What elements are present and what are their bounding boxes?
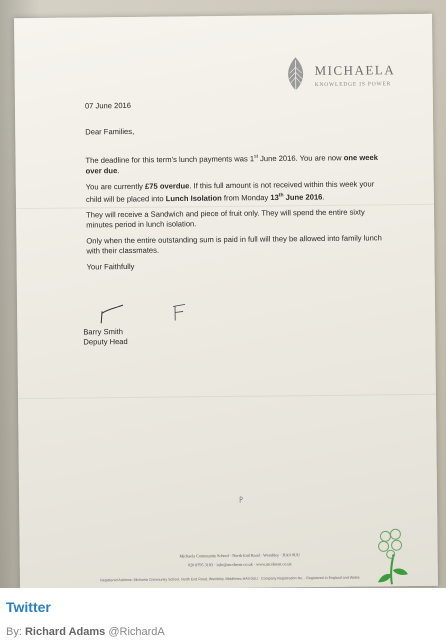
signer-title: Deputy Head bbox=[83, 337, 128, 347]
text-run: . bbox=[322, 192, 325, 202]
byline bbox=[6, 626, 165, 638]
leaf-logo-icon bbox=[280, 57, 310, 91]
logo-tagline: KNOWLEDGE IS POWER bbox=[314, 81, 392, 89]
paper-fold bbox=[18, 394, 436, 399]
text-run: You are currently bbox=[85, 181, 146, 191]
text-run-bold: 13 bbox=[270, 192, 279, 202]
text-run: June 2016. You are now bbox=[257, 153, 344, 164]
letter-closing: Your Faithfully bbox=[86, 262, 135, 272]
text-run: . If this full amount is not received within this week your child will be placed into bbox=[85, 178, 375, 204]
paragraph-sandwich: They will receive a Sandwich and piece of fruit only. They will spend the entire sixty minutes period in lunch isolation. bbox=[86, 207, 365, 230]
byline-handle[interactable]: @RichardA bbox=[108, 626, 165, 638]
byline-author[interactable]: Richard Adams bbox=[24, 626, 106, 638]
paragraph-deadline bbox=[85, 150, 385, 176]
handwritten-signature bbox=[95, 298, 215, 329]
text-run-bold: Lunch Isolation bbox=[165, 193, 222, 203]
text-run: st bbox=[254, 153, 259, 160]
letter-body bbox=[85, 98, 387, 278]
footer-contact: 020 8795 3183 · info@mcsbrent.co.uk · www.mcsbrent.co.uk bbox=[187, 561, 292, 568]
flower-emblem-icon bbox=[371, 526, 412, 586]
paragraph-overdue bbox=[86, 179, 386, 205]
letter-paper bbox=[14, 14, 438, 588]
text-run-bold: one week over due bbox=[85, 152, 378, 175]
footer-registered-address: Registered Address: Michaela Community School, North End Road, Wembley, Middlesex HA9 0UU · Company Registration No. · Registered in England and Wales bbox=[100, 575, 360, 583]
letter-date: 07 June 2016 bbox=[84, 100, 132, 111]
pen-mark bbox=[237, 495, 245, 505]
byline-label: By: bbox=[6, 626, 22, 638]
text-run-bold: £75 overdue bbox=[144, 180, 190, 191]
letter-greeting: Dear Families, bbox=[85, 126, 135, 137]
text-run: from Monday bbox=[221, 192, 271, 203]
source-link[interactable]: Twitter bbox=[6, 599, 51, 615]
logo-name: MICHAELA bbox=[314, 62, 396, 79]
letter-footer bbox=[140, 550, 340, 570]
text-run: The deadline for this term's lunch payments was 1 bbox=[85, 154, 255, 165]
text-run-bold: th bbox=[278, 191, 284, 198]
text-run-bold: June 2016 bbox=[283, 192, 323, 202]
signer-block bbox=[83, 327, 128, 347]
text-run: . bbox=[117, 165, 120, 175]
footer-address: Michaela Community School · North End Road · Wembley · HA9 0UU bbox=[179, 552, 300, 559]
paragraph-family-lunch: Only when the entire outstanding sum is paid in full will they be allowed into family lunch with their classmates. bbox=[86, 233, 382, 256]
signer-name: Barry Smith bbox=[83, 327, 124, 337]
